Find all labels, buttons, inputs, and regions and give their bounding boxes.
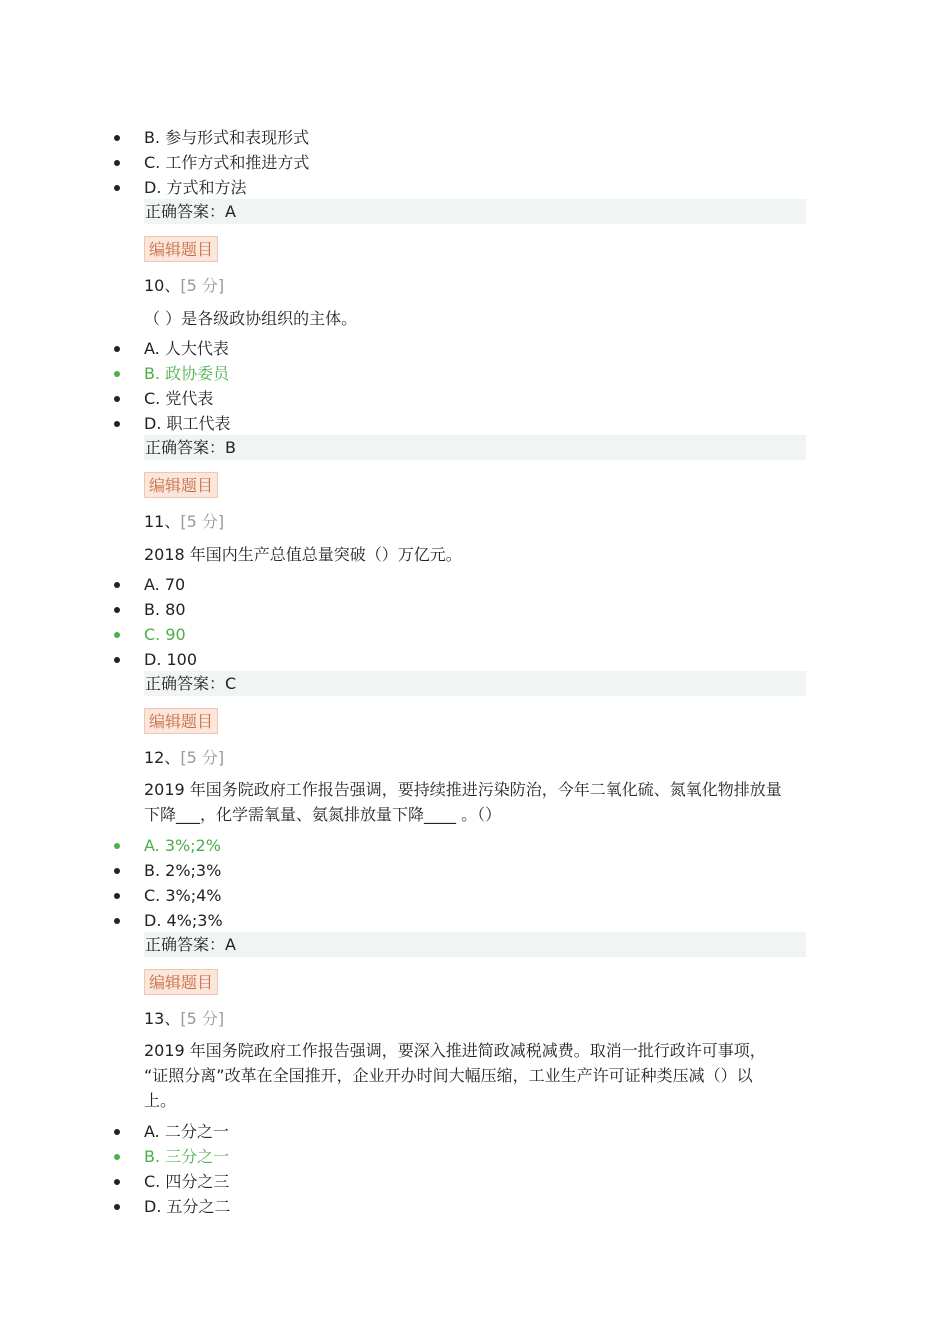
q13-stem-line-3: 上。 [144,1091,177,1110]
q11-option-d[interactable]: D. 100 [144,647,197,672]
q13-option-b[interactable]: B. 三分之一 [144,1144,229,1169]
bullet-icon [114,657,120,663]
q11-correct-answer: 正确答案：C [144,671,806,696]
q12-option-d[interactable]: D. 4%;3% [144,908,223,933]
question-number: 10、 [144,276,181,295]
bullet-icon [114,1204,120,1210]
q13-option-d[interactable]: D. 五分之二 [144,1194,231,1219]
bullet-icon [114,582,120,588]
bullet-icon [114,843,120,849]
bullet-icon [114,421,120,427]
q12-option-a[interactable]: A. 3%;2% [144,833,221,858]
q11-option-a[interactable]: A. 70 [144,572,185,597]
bullet-icon [114,396,120,402]
q9-option-d[interactable]: D. 方式和方法 [144,175,247,200]
bullet-icon [114,868,120,874]
question-number: 13、 [144,1009,181,1028]
q12-correct-answer: 正确答案：A [144,932,806,957]
q12-header [144,746,224,770]
q10-option-c[interactable]: C. 党代表 [144,386,213,411]
question-number: 11、 [144,512,181,531]
q11-stem: 2018 年国内生产总值总量突破（）万亿元。 [144,545,462,564]
q12-edit-button[interactable]: 编辑题目 [144,969,218,995]
q10-stem: （ ）是各级政协组织的主体。 [144,309,358,328]
question-score: [5 分] [180,276,225,295]
q10-option-d[interactable]: D. 职工代表 [144,411,231,436]
q9-correct-answer: 正确答案：A [144,199,806,224]
q10-option-a[interactable]: A. 人大代表 [144,336,229,361]
bullet-icon [114,1179,120,1185]
q12-option-c[interactable]: C. 3%;4% [144,883,222,908]
q11-edit-button[interactable]: 编辑题目 [144,708,218,734]
q12-stem [144,777,808,827]
q11-option-c[interactable]: C. 90 [144,622,186,647]
bullet-icon [114,346,120,352]
bullet-icon [114,632,120,638]
q13-stem-line-2: “证照分离”改革在全国推开，企业开办时间大幅压缩，工业生产许可证种类压减（）以 [144,1066,753,1085]
question-score: [5 分] [180,748,225,767]
question-number: 12、 [144,748,181,767]
q13-option-a[interactable]: A. 二分之一 [144,1119,229,1144]
q12-option-b[interactable]: B. 2%;3% [144,858,221,883]
bullet-icon [114,1129,120,1135]
q11-option-b[interactable]: B. 80 [144,597,186,622]
bullet-icon [114,135,120,141]
question-score: [5 分] [180,1009,225,1028]
q13-stem [144,1038,808,1113]
bullet-icon [114,160,120,166]
q9-option-b[interactable]: B. 参与形式和表现形式 [144,125,309,150]
q9-option-c[interactable]: C. 工作方式和推进方式 [144,150,309,175]
q13-stem-line-1: 2019 年国务院政府工作报告强调，要深入推进简政减税减费。取消一批行政许可事项， [144,1041,766,1060]
q10-correct-answer: 正确答案：B [144,435,806,460]
q11-header [144,510,224,534]
bullet-icon [114,607,120,613]
bullet-icon [114,371,120,377]
q10-header [144,274,224,298]
q9-edit-button[interactable]: 编辑题目 [144,236,218,262]
q12-stem-line-2: 下降___，化学需氧量、氨氮排放量下降____ 。（） [144,805,502,824]
q12-stem-line-1: 2019 年国务院政府工作报告强调，要持续推进污染防治，今年二氧化硫、氮氧化物排放量 [144,780,782,799]
bullet-icon [114,893,120,899]
question-score: [5 分] [180,512,225,531]
q10-option-b[interactable]: B. 政协委员 [144,361,229,386]
bullet-icon [114,185,120,191]
bullet-icon [114,1154,120,1160]
q13-header [144,1007,224,1031]
q10-edit-button[interactable]: 编辑题目 [144,472,218,498]
q13-option-c[interactable]: C. 四分之三 [144,1169,229,1194]
bullet-icon [114,918,120,924]
